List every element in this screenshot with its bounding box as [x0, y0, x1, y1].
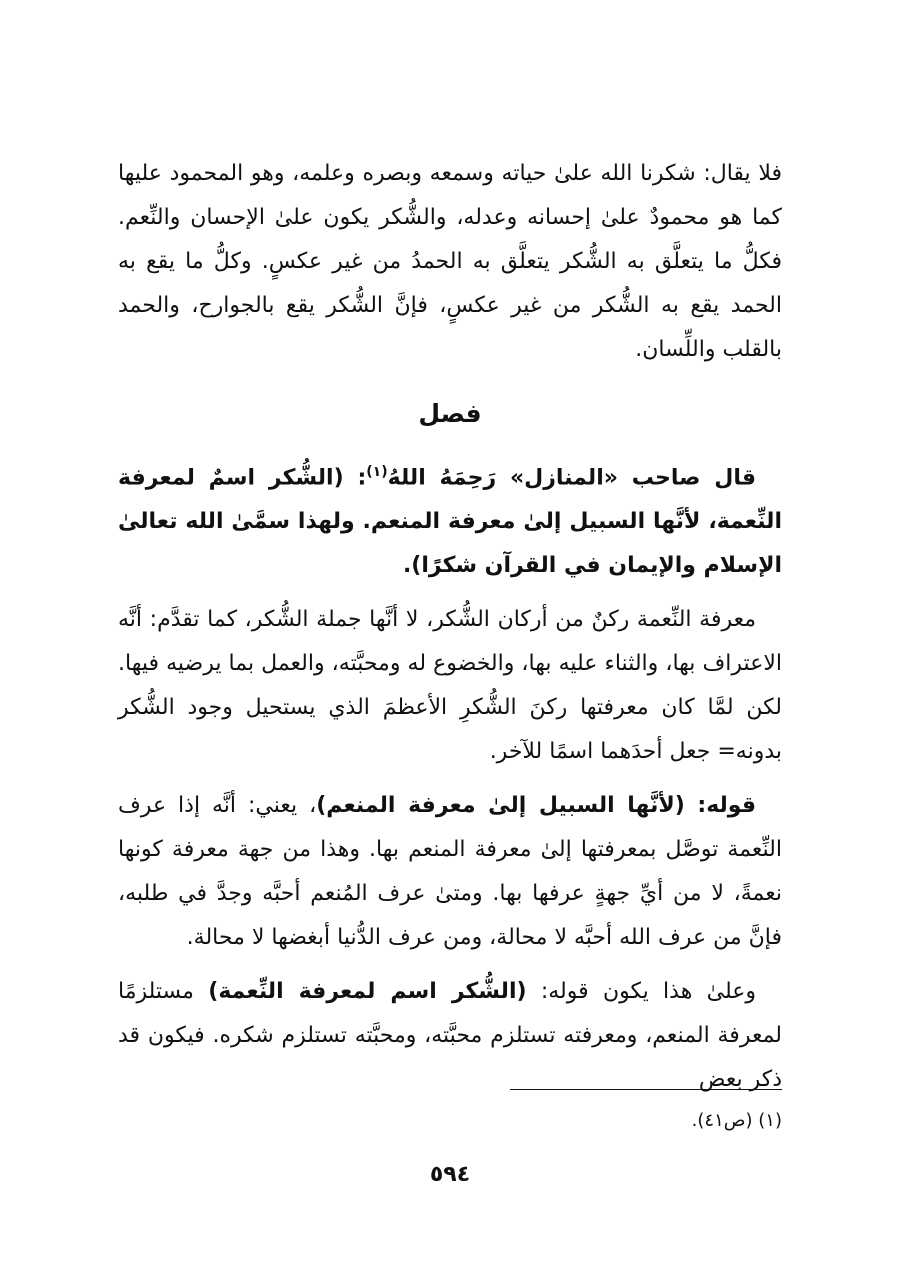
paragraph-3-text: ، يعني: أنَّه إذا عرف النِّعمة توصَّل بمعرفتها إلىٰ معرفة المنعم بها. وهذا من جهة معرفة كونها نعمةً، لا من أيِّ جهةٍ عرفها بها. ومتىٰ عرف المُنعم أحبَّه وجدَّ في طلبه، فإنَّ من عرف الله أحبَّه لا محالة، ومن عرف الدُّنيا أبغضها لا محالة.: [118, 793, 782, 951]
footnote-marker: (١): [366, 464, 388, 480]
paragraph-4-start: وعلىٰ هذا يكون قوله:: [526, 979, 756, 1005]
paragraph-3-quoted: قوله: (لأنَّها السبيل إلىٰ معرفة المنعم): [316, 793, 756, 819]
footnote-divider: [510, 1089, 782, 1090]
section-heading: فصل: [418, 399, 482, 428]
paragraph-4-text: مستلزمًا لمعرفة المنعم، ومعرفته تستلزم محبَّته، ومحبَّته تستلزم شكره. فيكون قد ذكر بعض: [118, 979, 782, 1093]
page-body: [118, 152, 782, 1102]
quote-text: : (الشُّكر اسمٌ لمعرفة النِّعمة، لأنَّها السبيل إلىٰ معرفة المنعم. ولهذا سمَّىٰ الله تعالىٰ الإسلام والإيمان في القرآن شكرًا).: [118, 465, 782, 579]
paragraph-2: معرفة النِّعمة ركنٌ من أركان الشُّكر، لا أنَّها جملة الشُّكر، كما تقدَّم: أنَّه الاعتراف بها، والثناء عليه بها، والخضوع له ومحبَّته، والعمل بما يرضيه فيها. لكن لمَّا كان معرفتها ركنَ الشُّكرِ الأعظمَ الذي يستحيل وجود الشُّكر بدونه= جعل أحدَهما اسمًا للآخر.: [118, 607, 782, 765]
quote-lead: قال صاحب «المنازل» رَحِمَهُ اللهُ: [387, 465, 756, 491]
footnote: (١) (ص٤١).: [691, 1110, 782, 1131]
paragraph-4-quoted: (الشُّكر اسم لمعرفة النِّعمة): [208, 979, 527, 1005]
paragraph-1: فلا يقال: شكرنا الله علىٰ حياته وسمعه وبصره وعلمه، وهو المحمود عليها كما هو محمودٌ علىٰ إحسانه وعدله، والشُّكر يكون علىٰ الإحسان والنِّعم. فكلُّ ما يتعلَّق به الشُّكر يتعلَّق به الحمدُ من غير عكسٍ. وكلُّ ما يقع به الحمد يقع به الشُّكر من غير عكسٍ، فإنَّ الشُّكر يقع بالجوارح، والحمد بالقلب واللِّسان.: [118, 161, 782, 362]
page-number: ٥٩٤: [429, 1162, 471, 1187]
paragraph-3: [118, 784, 782, 960]
quote-paragraph: [118, 450, 782, 588]
paragraph-4: [118, 970, 782, 1102]
